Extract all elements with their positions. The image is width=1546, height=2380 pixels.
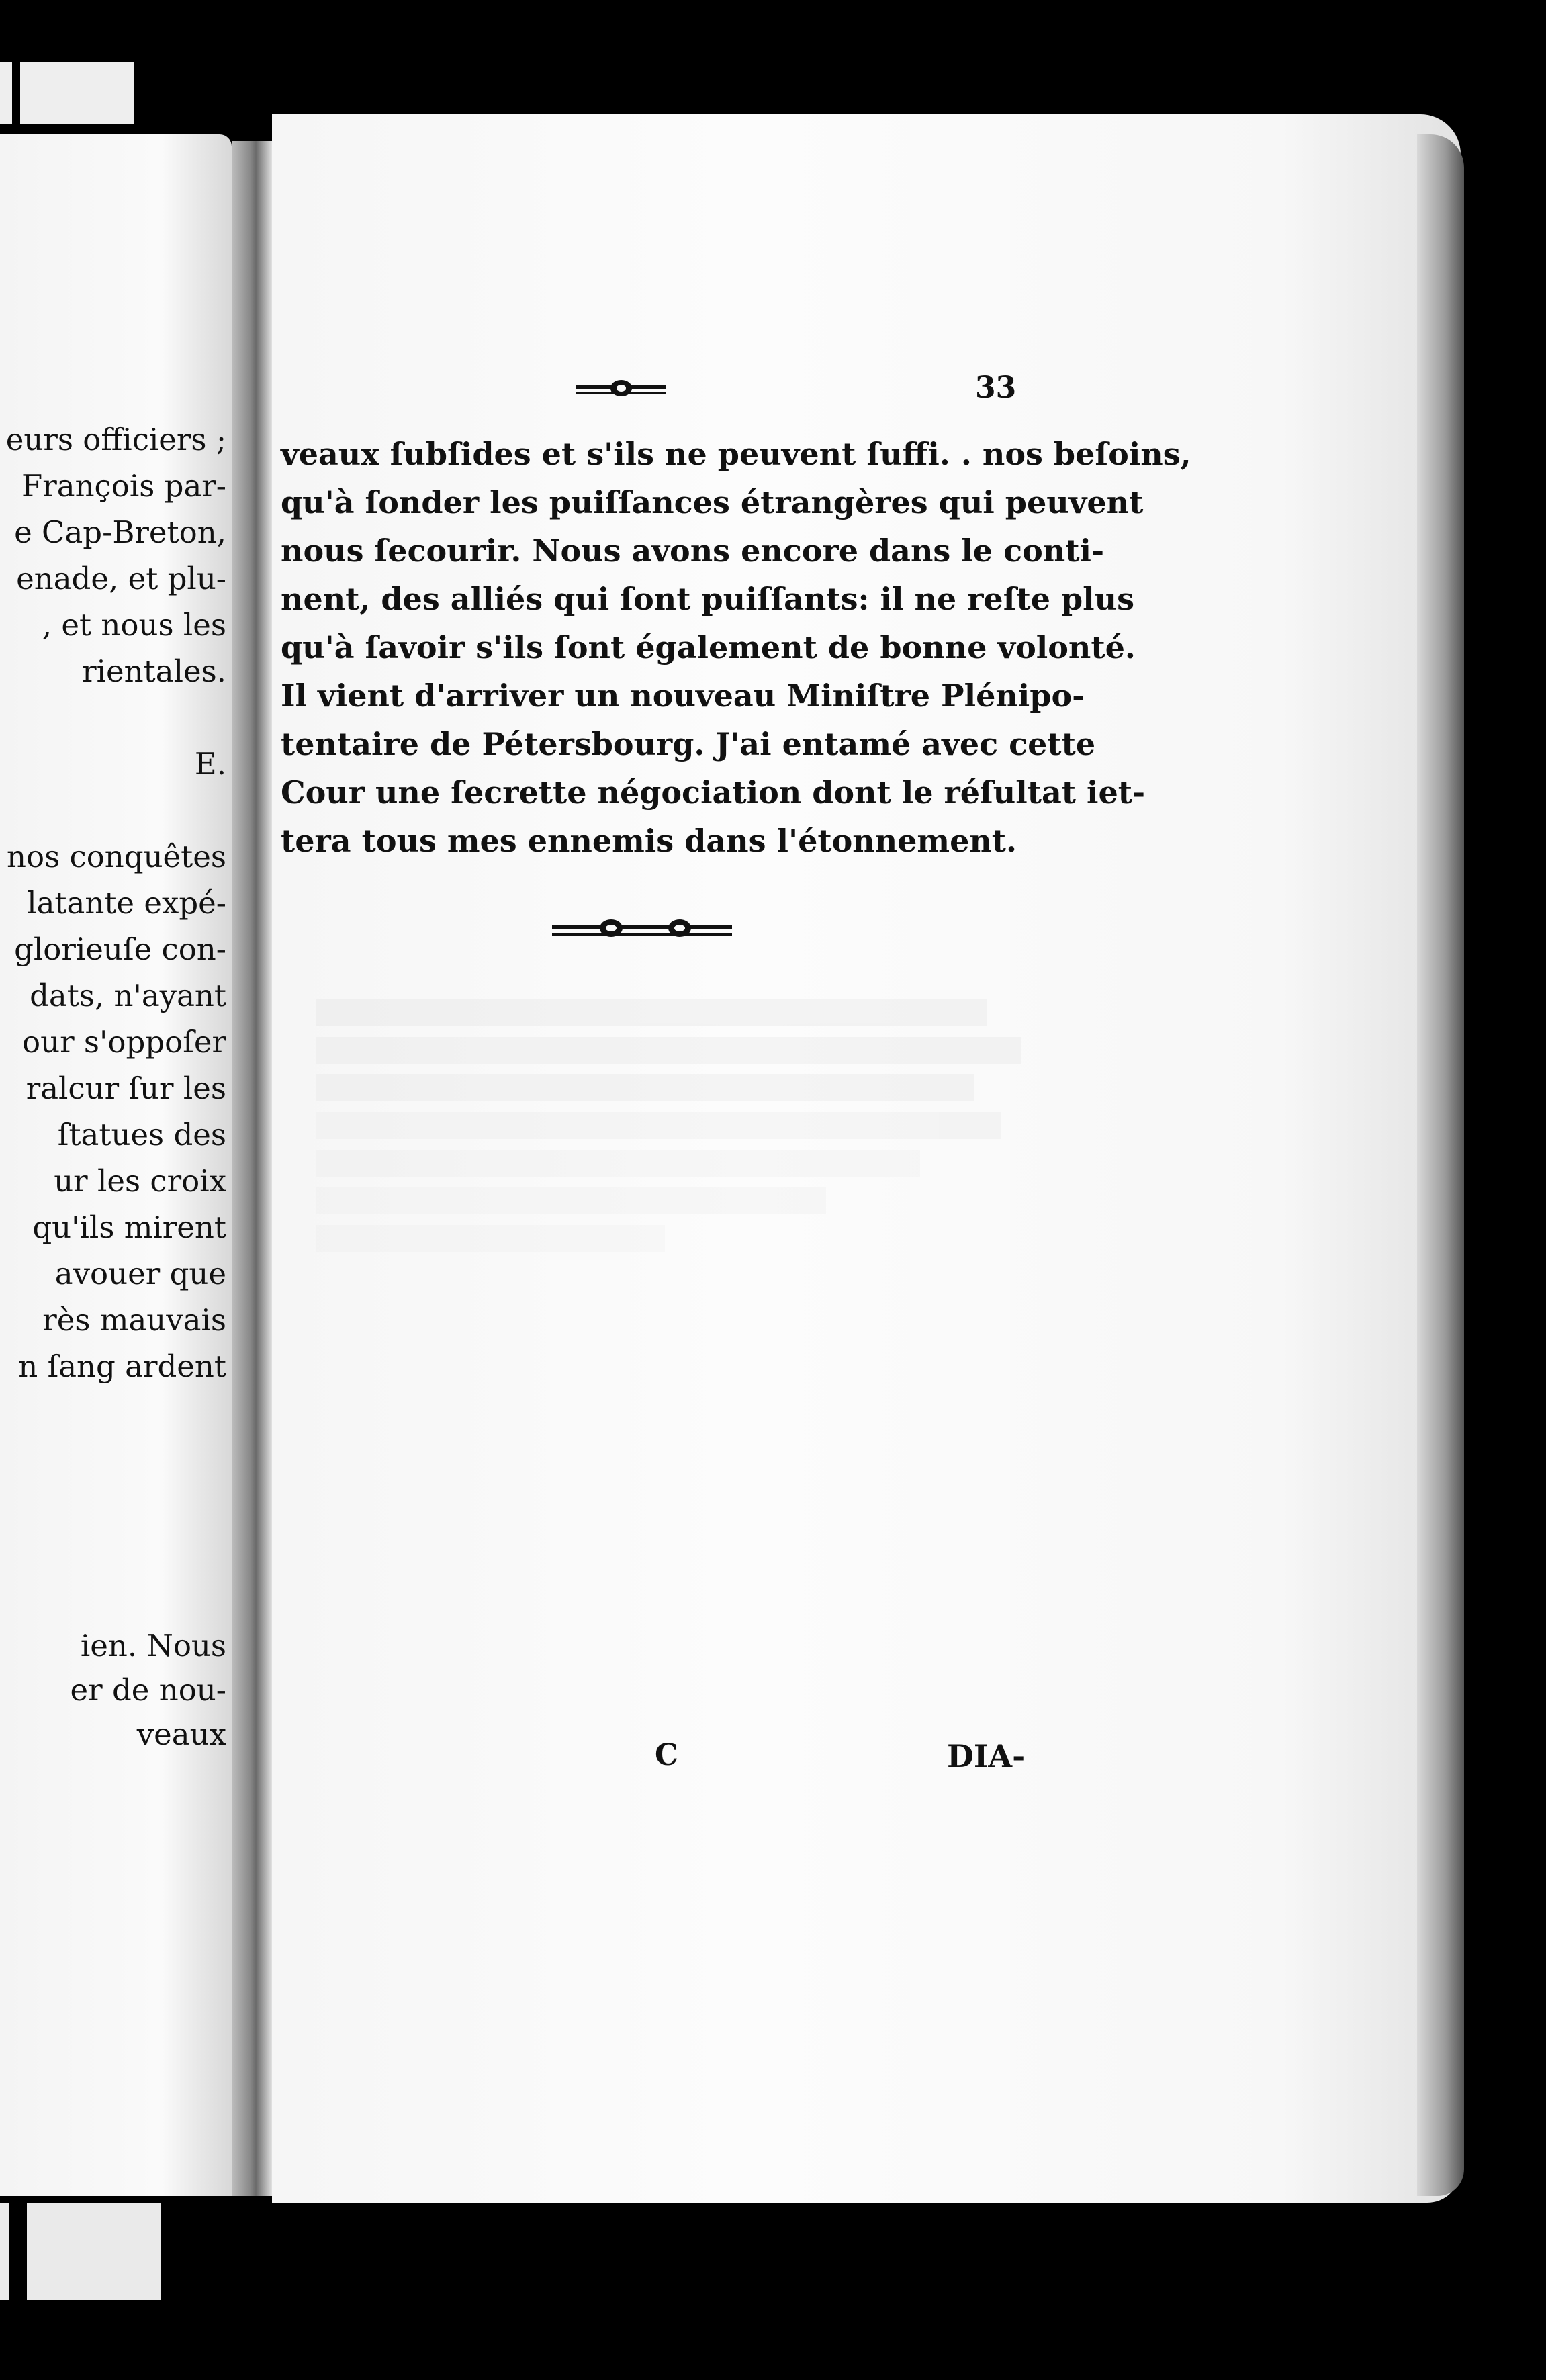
text-line: latante expé-	[27, 885, 226, 921]
text-line: veaux	[136, 1717, 226, 1752]
left-page-text	[6, 416, 226, 1389]
text-line: avouer que	[54, 1256, 226, 1291]
text-line: rès mauvais	[42, 1302, 226, 1338]
text-line: ien. Nous	[80, 1628, 226, 1663]
signature-mark: C	[655, 1738, 679, 1772]
body-text	[281, 430, 1191, 865]
text-line: Cour une ſecrette négociation dont le réſultat iet-	[281, 774, 1146, 811]
text-line: ralcur ſur les	[26, 1070, 226, 1106]
text-line: qu'à ſonder les puiſſances étrangères qui peuvent	[281, 484, 1144, 520]
text-line: ur les croix	[54, 1163, 226, 1199]
text-line	[6, 694, 226, 741]
text-line: rientales.	[82, 653, 226, 689]
text-line: dats, n'ayant	[30, 978, 226, 1013]
text-line: ſtatues des	[57, 1117, 226, 1152]
page-number: 33	[975, 371, 1017, 405]
text-line: nent, des alliés qui ſont puiſſants: il ne reſte plus	[281, 581, 1134, 617]
text-line: er de nou-	[70, 1672, 226, 1708]
text-line: our s'oppoſer	[22, 1024, 226, 1060]
page-tab-strip	[0, 62, 12, 124]
page-tab-strip	[20, 62, 134, 124]
bleed-through-shadow	[316, 933, 1054, 1263]
text-line: veaux ſubſides et s'ils ne peuvent ſuffi. . nos beſoins,	[281, 436, 1191, 472]
text-line: E.	[194, 746, 226, 782]
ornament-rule-top	[576, 376, 666, 402]
text-line: tentaire de Pétersbourg. J'ai entamé avec cette	[281, 726, 1096, 762]
text-line: François par-	[21, 468, 226, 504]
text-line: Il vient d'arriver un nouveau Miniſtre Plénipo-	[281, 678, 1085, 714]
text-line: tera tous mes ennemis dans l'étonnement.	[281, 823, 1017, 859]
text-line: nous ſecourir. Nous avons encore dans le conti-	[281, 533, 1105, 569]
text-line: eurs officiers ;	[5, 422, 226, 457]
text-line: n ſang ardent	[18, 1348, 226, 1384]
text-line	[6, 787, 226, 833]
text-line: nos conquêtes	[7, 839, 226, 874]
text-line: , et nous les	[42, 607, 226, 643]
text-line: qu'à ſavoir s'ils ſont également de bonne volonté.	[281, 629, 1136, 666]
page-tab-strip	[27, 2203, 161, 2300]
page-edge	[1417, 134, 1464, 2196]
text-line: qu'ils mirent	[32, 1209, 226, 1245]
left-page-bottom-text	[71, 1624, 226, 1757]
page-tab-strip	[0, 2203, 9, 2300]
text-line: e Cap-Breton,	[14, 514, 226, 550]
catchword: DIA-	[947, 1738, 1026, 1774]
book-gutter	[232, 141, 272, 2196]
text-line: enade, et plu-	[16, 561, 226, 596]
text-line: glorieuſe con-	[14, 931, 226, 967]
left-page	[0, 134, 232, 2196]
